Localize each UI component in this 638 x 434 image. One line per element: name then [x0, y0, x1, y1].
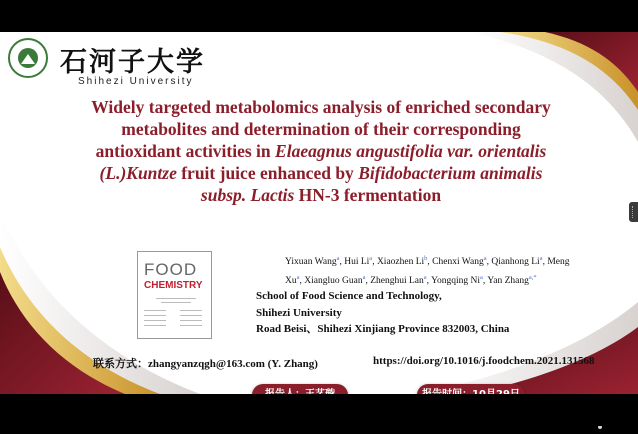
author-name: Zhenghui Lan [370, 276, 424, 287]
journal-name-sub: CHEMISTRY [144, 280, 203, 291]
author-name: Xiangluo Guan [304, 276, 363, 287]
author-affiliation-mark: a [483, 255, 487, 262]
presentation-slide [0, 32, 638, 394]
title-line: antioxidant activities in Elaeagnus angustifolia var. orientalis [95, 141, 547, 161]
university-name-cn: 石河子大学 [60, 47, 205, 78]
side-drag-handle[interactable] [629, 202, 638, 222]
author-name: Yongqing Ni [431, 276, 481, 287]
author-name: Chenxi Wang [432, 257, 484, 268]
affiliation-line: Shihezi University [256, 306, 342, 319]
title-line: subsp. Lactis HN-3 fermentation [200, 185, 442, 205]
author-affiliation-mark: a [369, 255, 373, 262]
journal-name: FOOD [144, 260, 198, 279]
author-name: Qianhong Li [491, 257, 540, 268]
author-name: Yan Zhang [487, 276, 529, 287]
affiliation [256, 288, 509, 338]
author-affiliation-mark: a [539, 255, 543, 262]
author-affiliation-mark: b [424, 255, 428, 262]
author-affiliation-mark: a [480, 274, 483, 282]
bottom-black-bar [0, 394, 638, 426]
contact-email: zhangyanzqgh@163.com (Y. Zhang) [148, 358, 318, 370]
affiliation-line: School of Food Science and Technology, [256, 290, 442, 302]
title-line: Widely targeted metabolomics analysis of enriched secondary [91, 97, 551, 117]
affiliation-line: Road Beisi、Shihezi Xinjiang Province 832003, China [256, 323, 510, 335]
author-affiliation-mark: a [362, 274, 366, 282]
author-affiliation-mark: a [423, 274, 427, 282]
author-name: Xiaozhen Li [376, 257, 425, 268]
paper-title [36, 96, 606, 206]
author-affiliation-mark: a [296, 274, 300, 282]
author-name: Meng Xu [285, 257, 570, 287]
author-affiliation-mark: a [336, 255, 340, 262]
journal-cover-image [137, 251, 212, 339]
university-seal-icon [8, 38, 48, 78]
university-name-en: Shihezi University [78, 76, 194, 87]
title-line: (L.)Kuntze fruit juice enhanced by Bifidobacterium animalis [99, 163, 543, 183]
doi-link: https://doi.org/10.1016/j.foodchem.2021.131568 [373, 355, 595, 367]
contact-label: 联系方式： [93, 357, 148, 370]
author-affiliation-mark: a,* [528, 274, 537, 282]
author-list: Yixuan Wang$^a$, Hui Li$^a$, Xiaozhen Li$^b$, Chenxi Wang$^a$, Qianhong Li$^a$, Meng Xu$^a$, Xiangluo Guan$^a$, Zhenghui Lan$^a$, Yongqing Ni$^a$, Yan Zhang$^{a,*}$ [285, 255, 570, 287]
contact-info [93, 355, 318, 371]
author-name: Hui Li [344, 257, 370, 268]
title-line: metabolites and determination of their corresponding [121, 119, 521, 139]
author-name: Yixuan Wang [285, 257, 337, 268]
